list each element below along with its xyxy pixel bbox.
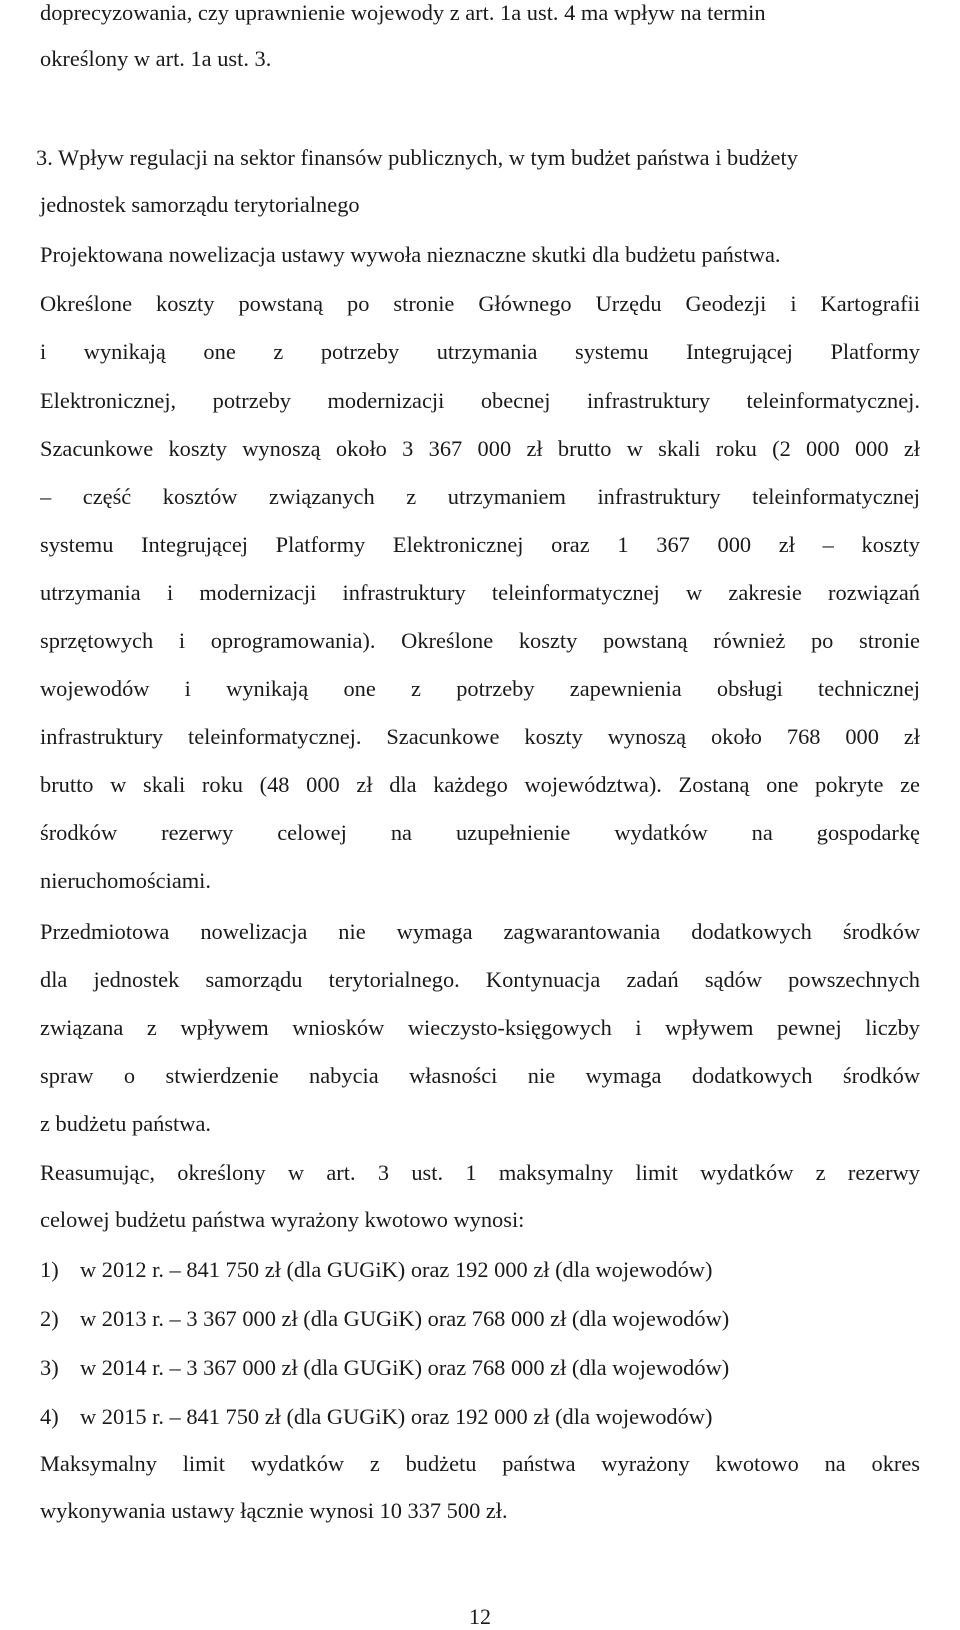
text-line: z budżetu państwa. — [40, 1111, 211, 1136]
text-line: związana z wpływem wniosków wieczysto-księgowych i wpływem pewnej liczby — [40, 1017, 920, 1040]
text-line: utrzymania i modernizacji infrastruktury teleinformatycznej w zakresie rozwiązań — [40, 582, 920, 605]
text-line: sprzętowych i oprogramowania). Określone koszty powstaną również po stronie — [40, 630, 920, 653]
list-text: w 2014 r. – 3 367 000 zł (dla GUGiK) oraz 768 000 zł (dla wojewodów) — [80, 1355, 730, 1380]
list-text: w 2012 r. – 841 750 zł (dla GUGiK) oraz 192 000 zł (dla wojewodów) — [80, 1257, 713, 1282]
text-line: celowej budżetu państwa wyrażony kwotowo wynosi: — [40, 1207, 525, 1232]
text-line: Projektowana nowelizacja ustawy wywoła nieznaczne skutki dla budżetu państwa. — [40, 242, 781, 267]
list-text: w 2015 r. – 841 750 zł (dla GUGiK) oraz 192 000 zł (dla wojewodów) — [80, 1404, 713, 1429]
text-line: wykonywania ustawy łącznie wynosi 10 337 500 zł. — [40, 1498, 508, 1523]
text-line: nieruchomościami. — [40, 868, 211, 893]
list-number: 1) — [40, 1257, 59, 1282]
text-line: infrastruktury teleinformatycznej. Szacunkowe koszty wynoszą około 768 000 zł — [40, 726, 920, 749]
list-number: 2) — [40, 1306, 59, 1331]
list-item — [40, 1404, 712, 1430]
text-line: 3. Wpływ regulacji na sektor finansów publicznych, w tym budżet państwa i budżety — [36, 145, 798, 170]
list-number: 3) — [40, 1355, 59, 1380]
text-line: doprecyzowania, czy uprawnienie wojewody z art. 1a ust. 4 ma wpływ na termin — [40, 0, 766, 25]
text-line: Określone koszty powstaną po stronie Głównego Urzędu Geodezji i Kartografii — [40, 293, 920, 316]
text-line: określony w art. 1a ust. 3. — [40, 46, 272, 71]
list-item — [40, 1257, 712, 1283]
text-line: spraw o stwierdzenie nabycia własności nie wymaga dodatkowych środków — [40, 1065, 920, 1088]
text-line: Elektronicznej, potrzeby modernizacji obecnej infrastruktury teleinformatycznej. — [40, 390, 920, 413]
list-text: w 2013 r. – 3 367 000 zł (dla GUGiK) oraz 768 000 zł (dla wojewodów) — [80, 1306, 730, 1331]
page-number: 12 — [469, 1604, 491, 1629]
text-line: – część kosztów związanych z utrzymaniem infrastruktury teleinformatycznej — [40, 486, 920, 509]
text-line: jednostek samorządu terytorialnego — [40, 192, 360, 217]
text-line: wojewodów i wynikają one z potrzeby zapewnienia obsługi technicznej — [40, 678, 920, 701]
text-line: dla jednostek samorządu terytorialnego. Kontynuacja zadań sądów powszechnych — [40, 969, 920, 992]
text-line: systemu Integrującej Platformy Elektronicznej oraz 1 367 000 zł – koszty — [40, 534, 920, 557]
text-line: i wynikają one z potrzeby utrzymania systemu Integrującej Platformy — [40, 341, 920, 364]
list-item — [40, 1306, 729, 1332]
text-line: Przedmiotowa nowelizacja nie wymaga zagwarantowania dodatkowych środków — [40, 921, 920, 944]
text-line: brutto w skali roku (48 000 zł dla każdego województwa). Zostaną one pokryte ze — [40, 774, 920, 797]
text-line: Szacunkowe koszty wynoszą około 3 367 000 zł brutto w skali roku (2 000 000 zł — [40, 438, 920, 461]
text-line: Maksymalny limit wydatków z budżetu państwa wyrażony kwotowo na okres — [40, 1453, 920, 1476]
text-line: Reasumując, określony w art. 3 ust. 1 maksymalny limit wydatków z rezerwy — [40, 1162, 920, 1185]
list-item — [40, 1355, 729, 1381]
text-line: środków rezerwy celowej na uzupełnienie wydatków na gospodarkę — [40, 822, 920, 845]
list-number: 4) — [40, 1404, 59, 1429]
